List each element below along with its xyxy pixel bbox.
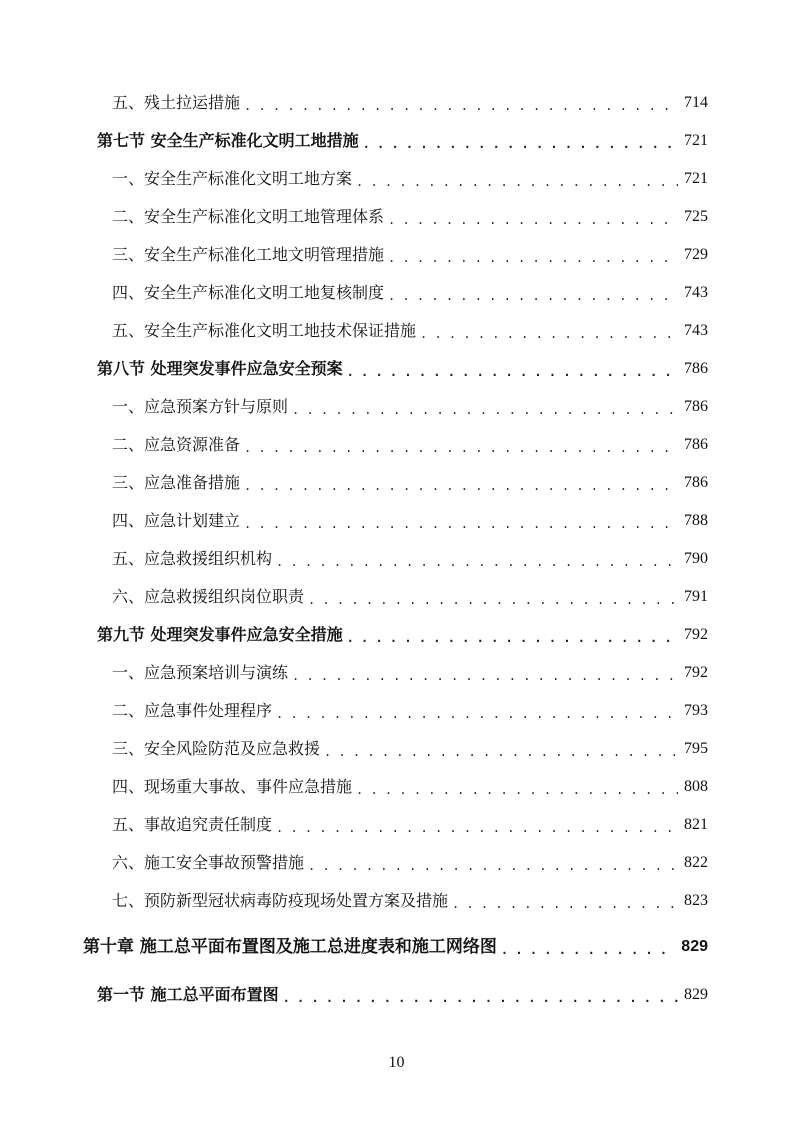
leader-dots xyxy=(244,518,678,530)
leader-dots xyxy=(276,822,678,834)
leader-dots xyxy=(292,404,678,416)
toc-entry-page: 743 xyxy=(684,322,708,339)
toc-entry-label: 三、应急准备措施 xyxy=(112,473,241,492)
leader-dots xyxy=(292,670,678,682)
leader-dots xyxy=(356,784,678,796)
toc-entry-page: 822 xyxy=(684,854,708,871)
toc-entry-label: 第九节 处理突发事件应急安全措施 xyxy=(97,625,343,644)
toc-entry-page: 743 xyxy=(684,284,708,301)
leader-dots xyxy=(324,746,678,758)
toc-entry-page: 714 xyxy=(684,94,708,111)
toc-entry-label: 四、应急计划建立 xyxy=(112,511,241,530)
toc-entry-page: 829 xyxy=(681,938,708,955)
toc-entry[interactable] xyxy=(0,274,793,312)
toc-entry[interactable] xyxy=(0,426,793,464)
toc-entry-page: 808 xyxy=(684,778,708,795)
toc-entry-page: 829 xyxy=(684,986,708,1003)
leader-dots xyxy=(276,556,678,568)
leader-dots xyxy=(244,442,678,454)
toc-entry-label: 五、事故追究责任制度 xyxy=(112,815,273,834)
toc-chapter-entry[interactable] xyxy=(0,928,793,966)
toc-entry[interactable] xyxy=(0,160,793,198)
toc-entry-label: 二、安全生产标准化文明工地管理体系 xyxy=(112,207,385,226)
toc-entry-page: 721 xyxy=(684,170,708,187)
toc-entry-label: 五、应急救援组织机构 xyxy=(112,549,273,568)
leader-dots xyxy=(452,898,678,910)
toc-entry-page: 786 xyxy=(684,398,708,415)
leader-dots xyxy=(388,252,678,264)
toc-entry-label: 一、应急预案方针与原则 xyxy=(112,397,289,416)
leader-dots xyxy=(308,860,678,872)
toc-entry-label: 第八节 处理突发事件应急安全预案 xyxy=(97,359,343,378)
toc-entry-label: 六、施工安全事故预警措施 xyxy=(112,853,305,872)
leader-dots xyxy=(276,708,678,720)
toc-entry-label: 七、预防新型冠状病毒防疫现场处置方案及措施 xyxy=(112,891,449,910)
toc-entry-label: 六、应急救援组织岗位职责 xyxy=(112,587,305,606)
toc-entry-page: 788 xyxy=(684,512,708,529)
leader-dots xyxy=(363,138,678,150)
leader-dots xyxy=(308,594,678,606)
toc-entry-page: 823 xyxy=(684,892,708,909)
toc-entry-page: 721 xyxy=(684,132,708,149)
toc-entry-label: 第七节 安全生产标准化文明工地措施 xyxy=(97,131,359,150)
toc-entry-page: 793 xyxy=(684,702,708,719)
toc-section-entry[interactable] xyxy=(0,616,793,654)
toc-entry-page: 786 xyxy=(684,436,708,453)
toc-entry[interactable] xyxy=(0,654,793,692)
toc-entry[interactable] xyxy=(0,84,793,122)
toc-entry[interactable] xyxy=(0,312,793,350)
leader-dots xyxy=(347,632,678,644)
toc-entry-label: 一、应急预案培训与演练 xyxy=(112,663,289,682)
leader-dots xyxy=(388,214,678,226)
toc-entry-page: 791 xyxy=(684,588,708,605)
toc-entry-label: 三、安全风险防范及应急救援 xyxy=(112,739,321,758)
toc-entry[interactable] xyxy=(0,806,793,844)
toc-entry-label: 五、安全生产标准化文明工地技术保证措施 xyxy=(112,321,417,340)
toc-entry[interactable] xyxy=(0,502,793,540)
leader-dots xyxy=(347,366,678,378)
leader-dots xyxy=(501,944,675,956)
toc-entry-page: 795 xyxy=(684,740,708,757)
leader-dots xyxy=(420,328,678,340)
toc-entry-label: 四、安全生产标准化文明工地复核制度 xyxy=(112,283,385,302)
toc-section-entry[interactable] xyxy=(0,350,793,388)
toc-entry[interactable] xyxy=(0,540,793,578)
toc-entry-label: 第十章 施工总平面布置图及施工总进度表和施工网络图 xyxy=(83,936,497,957)
toc-section-entry[interactable] xyxy=(0,122,793,160)
toc-entry[interactable] xyxy=(0,464,793,502)
toc-entry[interactable] xyxy=(0,882,793,920)
leader-dots xyxy=(388,290,678,302)
leader-dots xyxy=(244,480,678,492)
toc-entry-label: 第一节 施工总平面布置图 xyxy=(97,985,279,1004)
toc-entry[interactable] xyxy=(0,692,793,730)
toc-entry-label: 四、现场重大事故、事件应急措施 xyxy=(112,777,353,796)
toc-entry-label: 五、残土拉运措施 xyxy=(112,93,241,112)
toc-entry-label: 三、安全生产标准化工地文明管理措施 xyxy=(112,245,385,264)
toc-section-entry[interactable] xyxy=(0,976,793,1014)
toc-entry[interactable] xyxy=(0,768,793,806)
toc-entry-page: 729 xyxy=(684,246,708,263)
leader-dots xyxy=(283,992,678,1004)
toc-entry[interactable] xyxy=(0,578,793,616)
toc-entry-label: 二、应急资源准备 xyxy=(112,435,241,454)
table-of-contents xyxy=(0,84,793,1014)
toc-entry-page: 790 xyxy=(684,550,708,567)
toc-entry[interactable] xyxy=(0,844,793,882)
toc-entry[interactable] xyxy=(0,236,793,274)
page-number: 10 xyxy=(388,1054,405,1071)
toc-entry-label: 二、应急事件处理程序 xyxy=(112,701,273,720)
toc-entry-page: 792 xyxy=(684,626,708,643)
toc-entry[interactable] xyxy=(0,198,793,236)
leader-dots xyxy=(244,100,678,112)
toc-entry-page: 786 xyxy=(684,360,708,377)
toc-entry[interactable] xyxy=(0,388,793,426)
toc-entry-page: 821 xyxy=(684,816,708,833)
toc-entry-label: 一、安全生产标准化文明工地方案 xyxy=(112,169,353,188)
leader-dots xyxy=(356,176,678,188)
toc-entry-page: 792 xyxy=(684,664,708,681)
toc-entry[interactable] xyxy=(0,730,793,768)
toc-entry-page: 725 xyxy=(684,208,708,225)
toc-entry-page: 786 xyxy=(684,474,708,491)
